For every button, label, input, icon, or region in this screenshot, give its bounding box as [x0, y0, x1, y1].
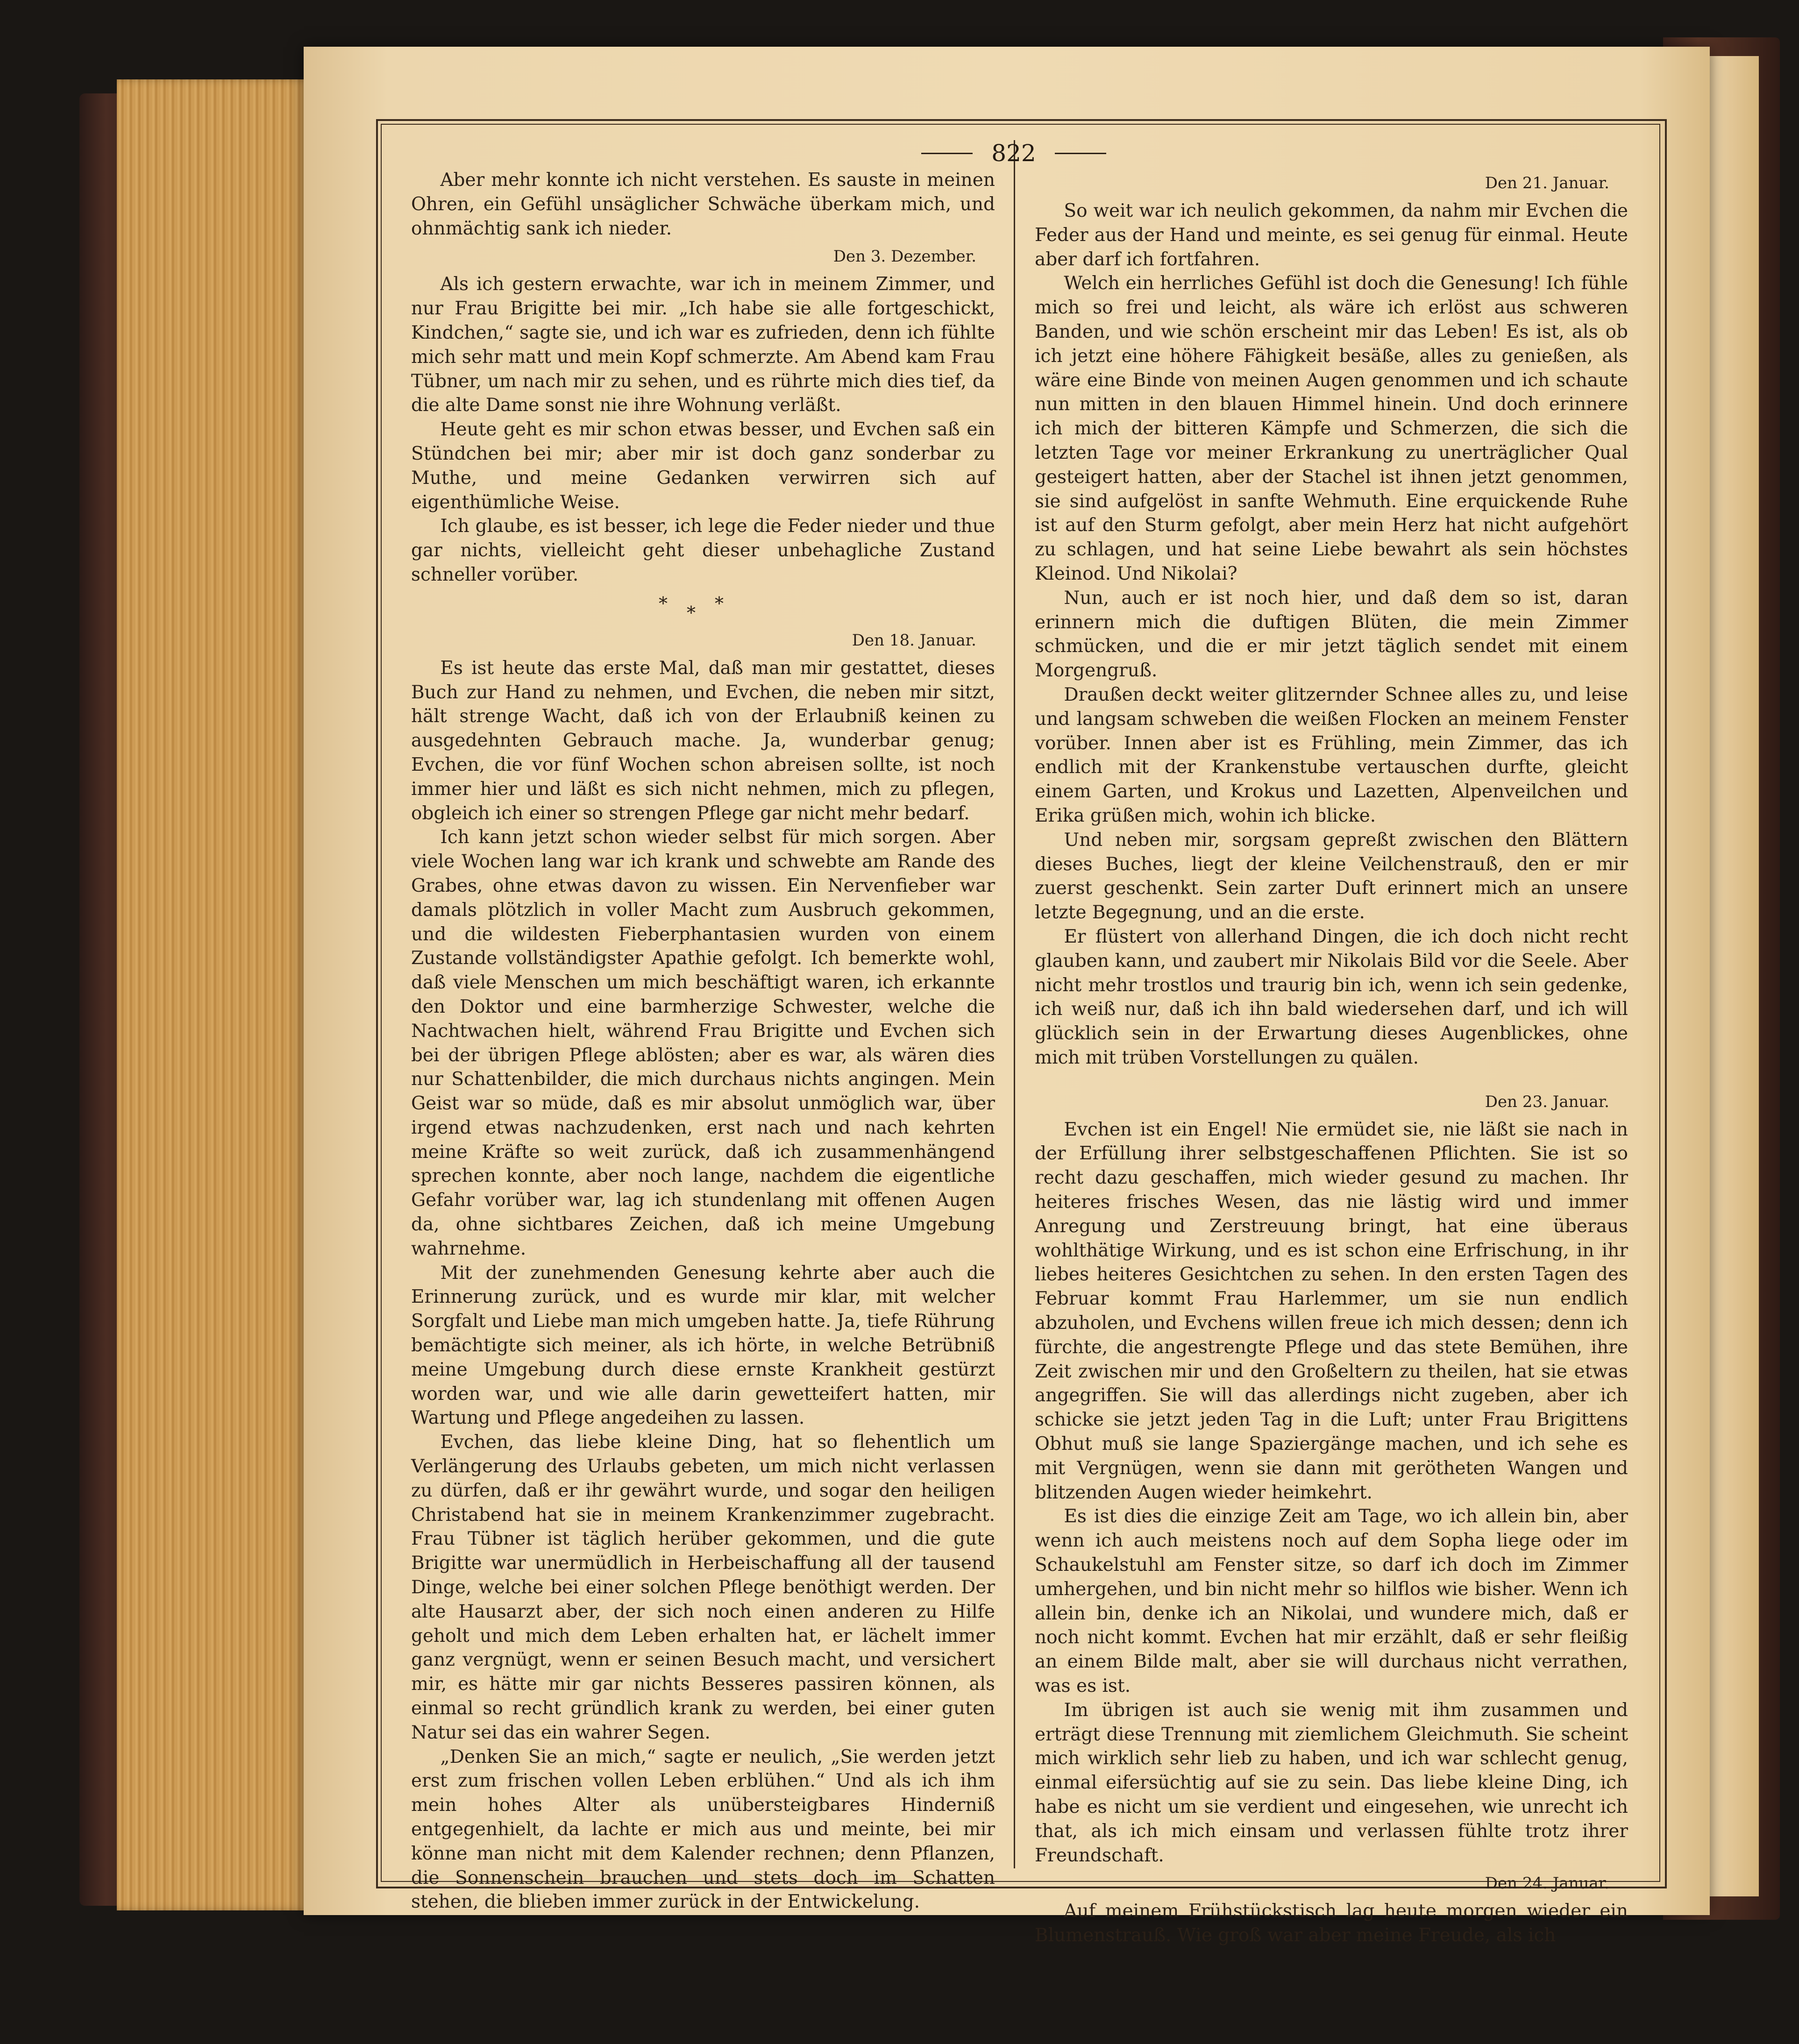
paragraph: Draußen deckt weiter glitzernder Schnee alles zu, und leise und langsam schweben die weißen Flocken an meinem Fenster vorüber. Innen aber ist es Frühling, mein Zimmer, das ich endlich mit der Krankenstube vertauschen durfte, gleicht einem Garten, und Krokus und Lazetten, Alpenveilchen und Erika grüßen mich, wohin ich blicke. [1035, 684, 1628, 826]
paragraph: Und neben mir, sorgsam gepreßt zwischen den Blättern dieses Buches, liegt der kleine Veilchenstrauß, den er mir zuerst geschenkt. Sein zarter Duft erinnert mich an unsere letzte Begegnung, und an die erste. [1035, 829, 1628, 923]
paragraph: Heute geht es mir schon etwas besser, und Evchen saß ein Stündchen bei mir; aber mir ist doch ganz sonderbar zu Muthe, und meine Gedanken verwirren sich auf eigenthümliche Weise. [411, 419, 995, 513]
paragraph: Mit der zunehmenden Genesung kehrte aber auch die Erinnerung zurück, und es wurde mir klar, mit welcher Sorgfalt und Liebe man mich umgeben hatte. Ja, tiefe Rührung bemächtigte sich meiner, als ich hörte, in welche Betrübniß meine Umgebung durch diese ernste Krankheit gestürzt worden war, und wie alle darin gewetteifert hatten, mir Wartung und Pflege angedeihen zu lassen. [411, 1262, 995, 1429]
paragraph: Im übrigen ist auch sie wenig mit ihm zusammen und erträgt diese Trennung mit ziemlichem Gleichmuth. Sie scheint mich wirklich sehr lieb zu haben, und ich war schlecht genug, einmal eifersüchtig auf sie zu sein. Das liebe kleine Ding, ich habe es nicht um sie verdient und eingesehen, wie unrecht ich that, als ich mich einsam und verlassen fühlte trotz ihrer Freundschaft. [1035, 1699, 1628, 1866]
entry-date: Den 21. Januar. [1485, 174, 1609, 192]
header-rule-right [1055, 153, 1106, 154]
paragraph: Als ich gestern erwachte, war ich in meinem Zimmer, und nur Frau Brigitte bei mir. „Ich habe sie alle fortgeschickt, Kindchen,“ sagte sie, und ich war es zufrieden, denn ich fühlte mich sehr matt und mein Kopf schmerzte. Am Abend kam Frau Tübner, um nach mir zu sehen, und es rührte mich dies tief, da die alte Dame sonst nie ihre Wohnung verläßt. [411, 274, 995, 416]
entry-date: Den 24. Januar. [1485, 1874, 1609, 1893]
page-header [878, 135, 1149, 172]
right-column [1035, 167, 1628, 1948]
paragraph: Welch ein herrliches Gefühl ist doch die Genesung! Ich fühle mich so frei und leicht, als wäre ich erlöst aus schweren Banden, und wie schön erscheint mir das Leben! Es ist, als ob ich jetzt eine höhere Fähigkeit besäße, alles zu genießen, als wäre eine Binde von meinen Augen genommen und ich schaute nun mitten in den blauen Himmel hinein. Und doch erinnere ich mich der bitteren Kämpfe und Schmerzen, die sich die letzten Tage vor meiner Erkrankung zu unerträglicher Qual gesteigert hatten, aber der Stachel ist ihnen jetzt genommen, sie sind aufgelöst in sanfte Wehmuth. Eine erquickende Ruhe ist auf den Sturm gefolgt, aber mein Herz hat nicht aufgehört zu schlagen, und hat seine Liebe bewahrt als sein höchstes Kleinod. Und Nikolai? [1035, 273, 1628, 584]
section-break [411, 587, 995, 625]
paragraph: Er flüstert von allerhand Dingen, die ich doch nicht recht glauben kann, und zaubert mir Nikolais Bild vor die Seele. Aber nicht mehr trostlos und traurig bin ich, wenn ich sein gedenke, ich weiß nur, daß ich ihn bald wiedersehen darf, und ich will glücklich sein in der Erwartung dieses Augenblickes, ohne mich mit trüben Vorstellungen zu quälen. [1035, 926, 1628, 1068]
paragraph: Evchen, das liebe kleine Ding, hat so flehentlich um Verlängerung des Urlaubs gebeten, um mich nicht verlassen zu dürfen, daß er ihr gewährt wurde, und sogar den heiligen Christabend hat sie in meinem Krankenzimmer zugebracht. Frau Tübner ist täglich herüber gekommen, und die gute Brigitte war unermüdlich in Herbeischaffung all der tausend Dinge, welche bei einer solchen Pflege benöthigt werden. Der alte Hausarzt aber, der sich noch einen anderen zu Hilfe geholt und mich dem Leben erhalten hat, er lächelt immer ganz vergnügt, wenn er seinen Besuch macht, und versichert mir, es hätte mir gar nichts Besseres passiren können, als einmal so recht gründlich krank zu werden, bei einer guten Natur sei das ein wahrer Segen. [411, 1432, 995, 1743]
paragraph: Es ist heute das erste Mal, daß man mir gestattet, dieses Buch zur Hand zu nehmen, und Evchen, die neben mir sitzt, hält strenge Wacht, daß ich von der Erlaubniß keinen zu ausgedehnten Gebrauch mache. Ja, wunderbar genug; Evchen, die vor fünf Wochen schon abreisen sollte, ist noch immer hier und läßt es sich nicht nehmen, mich zu pflegen, obgleich ich einer so strengen Pflege gar nicht mehr bedarf. [411, 657, 995, 824]
paragraph: So weit war ich neulich gekommen, da nahm mir Evchen die Feder aus der Hand und meinte, es sei genug für einmal. Heute aber darf ich fortfahren. [1035, 200, 1628, 270]
left-column [411, 168, 995, 1914]
paragraph: Evchen ist ein Engel! Nie ermüdet sie, nie läßt sie nach in der Erfüllung ihrer selbstgeschaffenen Pflichten. Sie ist so recht dazu geschaffen, mich wieder gesund zu machen. Ihr heiteres frisches Wesen, das nie lästig wird und immer Anregung und Zerstreuung bringt, hat eine überaus wohlthätige Wirkung, und es ist schon eine Erfrischung, in ihr liebes heiteres Gesichtchen zu sehen. In den ersten Tagen des Februar kommt Frau Harlemmer, um sie nun endlich abzuholen, und Evchens willen freue ich mich dessen; denn ich fürchte, die angestrengte Pflege und das stete Bemühen, ihre Zeit zwischen mir und den Großeltern zu theilen, hat sie etwas angegriffen. Sie will das allerdings nicht zugeben, aber ich schicke sie jetzt jeden Tag in die Luft; unter Frau Brigittens Obhut muß sie lange Spaziergänge machen, und ich sehe es mit Vergnügen, wenn sie dann mit gerötheten Wangen und blitzenden Augen wieder heimkehrt. [1035, 1119, 1628, 1503]
column-divider [1014, 140, 1015, 1868]
entry-date: Den 3. Dezember. [833, 247, 976, 266]
page-number: 822 [991, 140, 1036, 167]
asterisk: * [687, 602, 696, 623]
paragraph: „Denken Sie an mich,“ sagte er neulich, „Sie werden jetzt erst zum frischen vollen Leben erblühen.“ Und als ich ihm mein hohes Alter als unübersteigbares Hinderniß entgegenhielt, da lachte er mich aus und meinte, bei mir könne man nicht mit dem Kalender rechnen; denn Pflanzen, die Sonnenschein brauchen und stets doch im Schatten stehen, die blieben immer zurück in der Entwickelung. [411, 1746, 995, 1913]
paragraph: Ich kann jetzt schon wieder selbst für mich sorgen. Aber viele Wochen lang war ich krank und schwebte am Rande des Grabes, ohne etwas davon zu wissen. Ein Nervenfieber war damals plötzlich in voller Macht zum Ausbruch gekommen, und die wildesten Fieberphantasien wurden von einem Zustande vollständigster Apathie gefolgt. Ich bemerkte wohl, daß viele Menschen um mich beschäftigt waren, ich erkannte den Doktor und eine barmherzige Schwester, welche die Nachtwachen hielt, während Frau Brigitte und Evchen sich bei der übrigen Pflege ablösten; aber es war, als wären dies nur Schattenbilder, die mich durchaus nichts angingen. Mein Geist war so müde, daß es mir absolut unmöglich war, über irgend etwas nachzudenken, erst nach und nach kehrten meine Kräfte so weit zurück, daß ich zusammenhängend sprechen konnte, aber noch lange, nachdem die eigentliche Gefahr vorüber war, lag ich stundenlang mit offenen Augen da, ohne sichtbares Zeichen, daß ich meine Umgebung wahrnehme. [411, 827, 995, 1259]
paragraph: Auf meinem Frühstückstisch lag heute morgen wieder ein Blumenstrauß. Wie groß war aber meine Freude, als ich [1035, 1901, 1628, 1946]
header-rule-left [921, 153, 973, 154]
paragraph: Ich glaube, es ist besser, ich lege die Feder nieder und thue gar nichts, vielleicht geht dieser unbehagliche Zustand schneller vorüber. [411, 516, 995, 585]
paragraph: Es ist dies die einzige Zeit am Tage, wo ich allein bin, aber wenn ich auch meistens noch auf dem Sopha liege oder im Schaukelstuhl am Fenster sitze, so darf ich doch im Zimmer umhergehen, und bin nicht mehr so hilflos wie bisher. Wenn ich allein bin, denke ich an Nikolai, und wundere mich, daß er noch nicht kommt. Evchen hat mir erzählt, daß er sehr fleißig an einem Bilde malt, aber sie will durchaus nicht verrathen, was es ist. [1035, 1506, 1628, 1697]
paragraph: Nun, auch er ist noch hier, und daß dem so ist, daran erinnern mich die duftigen Blüten, die mein Zimmer schmücken, und die er mir jetzt täglich sendet mit einem Morgengruß. [1035, 587, 1628, 681]
entry-date: Den 18. Januar. [852, 631, 976, 650]
entry-date: Den 23. Januar. [1485, 1092, 1609, 1111]
asterisk: * [715, 593, 724, 614]
asterisk: * [659, 593, 668, 614]
paragraph: Aber mehr konnte ich nicht verstehen. Es sauste in meinen Ohren, ein Gefühl unsäglicher Schwäche überkam mich, und ohnmächtig sank ich nieder. [411, 170, 995, 239]
